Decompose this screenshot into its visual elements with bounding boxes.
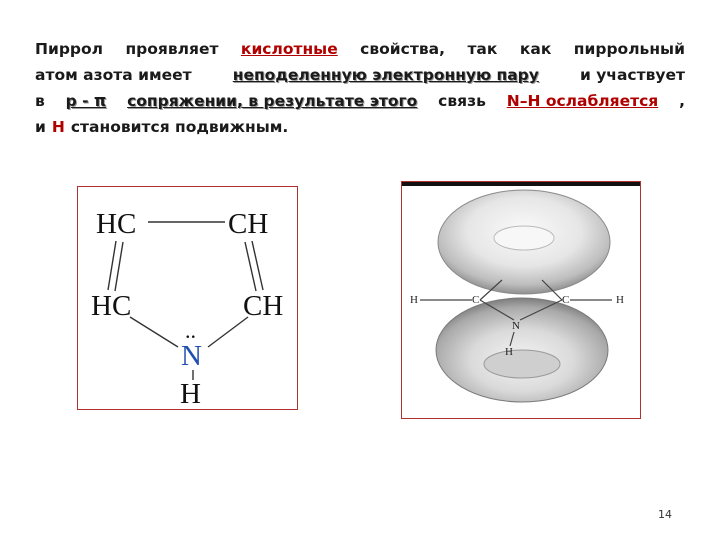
orb-label-n: N	[512, 320, 520, 332]
pyrrole-structure-svg	[78, 187, 297, 409]
line2-text-a: атом азота имеет	[35, 66, 192, 84]
word-so: так	[467, 40, 498, 58]
highlight-lone-pair: неподеленную электронную пару	[232, 66, 539, 84]
orb-label-c-right: C	[562, 294, 570, 306]
label-hc-top-left: HC	[96, 208, 137, 240]
word-shows: проявляет	[125, 40, 219, 58]
orbital-diagram-figure	[401, 181, 641, 419]
paragraph-line-1	[35, 36, 685, 62]
upper-lobe-hole	[494, 226, 554, 250]
pyrrole-structure-figure	[77, 186, 298, 410]
orb-label-h-right: H	[616, 294, 624, 306]
lone-pair-dots: ..	[185, 318, 196, 343]
label-nitrogen: N	[181, 340, 202, 372]
line4-text-c: становится подвижным.	[70, 118, 289, 136]
line4-text-a: и	[35, 118, 46, 136]
orb-label-h-bottom: H	[505, 346, 513, 358]
line2-text-c: и участвует	[579, 66, 685, 84]
paragraph-line-2	[35, 62, 685, 88]
word-pyrrole: Пиррол	[35, 40, 104, 58]
top-border-band	[402, 182, 640, 186]
label-hydrogen: H	[180, 378, 201, 409]
orb-label-h-left: H	[410, 294, 418, 306]
highlight-conjugation: сопряжении, в результате этого	[127, 92, 418, 110]
bond-left-1	[108, 241, 116, 290]
highlight-h: H	[51, 118, 65, 136]
line3-text-d: связь	[438, 92, 486, 110]
main-paragraph	[35, 36, 685, 140]
nh-label: N–H	[506, 92, 541, 110]
bond-left-2	[115, 242, 123, 291]
line3-text-a: в	[35, 92, 45, 110]
orb-label-c-left: C	[472, 294, 480, 306]
word-properties: свойства,	[360, 40, 445, 58]
word-as: как	[519, 40, 552, 58]
highlight-acidic: кислотные	[240, 40, 338, 58]
line3-comma: ,	[679, 92, 685, 110]
lower-lobe-hole	[484, 350, 560, 378]
weakens-label: ослабляется	[545, 92, 659, 110]
word-pyrrolic: пиррольный	[573, 40, 685, 58]
paragraph-line-4	[35, 114, 685, 140]
label-ch-bottom-right: CH	[243, 290, 284, 322]
paragraph-line-3	[35, 88, 685, 114]
label-hc-bottom-left: HC	[91, 290, 132, 322]
orbital-diagram-svg	[402, 182, 640, 418]
slide-number: 14	[658, 508, 672, 521]
highlight-nh-bond	[507, 88, 659, 114]
bond-c-n-right	[208, 317, 248, 347]
label-ch-top-right: CH	[228, 208, 269, 240]
highlight-p-pi: р - π	[65, 92, 107, 110]
bond-c-n-left	[130, 317, 178, 347]
